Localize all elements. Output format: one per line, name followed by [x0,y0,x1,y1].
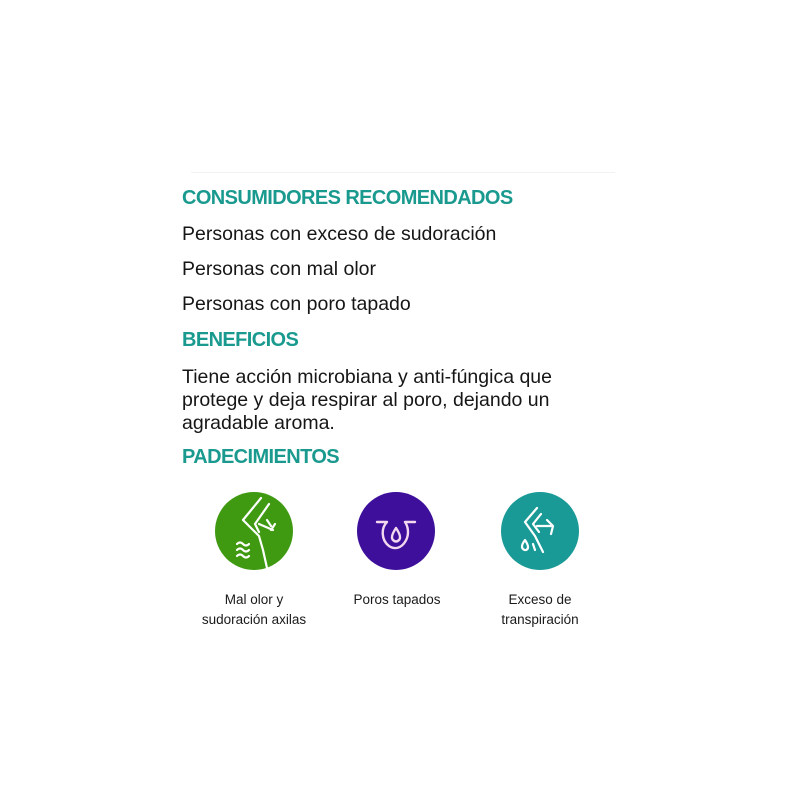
caption-line: Exceso de [508,592,572,607]
consumer-item: Personas con exceso de sudoración [182,223,497,245]
caption-line: transpiración [501,612,579,627]
condition-caption [179,590,329,630]
caption-line: Mal olor y [224,592,284,607]
section-title-benefits: BENEFICIOS [182,329,299,351]
condition-caption [465,590,615,630]
top-divider [191,172,615,173]
sweat-drop-armpit-icon [501,492,579,570]
benefits-line: protege y deja respirar al poro, dejando un [182,389,550,411]
section-title-conditions: PADECIMIENTOS [182,446,340,468]
consumer-item: Personas con poro tapado [182,293,411,315]
clogged-pore-icon [357,492,435,570]
condition-caption [322,590,472,610]
caption-line: Poros tapados [353,592,441,607]
caption-line: sudoración axilas [201,612,307,627]
consumer-item: Personas con mal olor [182,258,377,280]
armpit-odor-icon [215,492,293,570]
benefits-line: Tiene acción microbiana y anti-fúngica que [182,366,552,388]
benefits-line: agradable aroma. [182,412,335,434]
section-title-consumers: CONSUMIDORES RECOMENDADOS [182,187,513,209]
